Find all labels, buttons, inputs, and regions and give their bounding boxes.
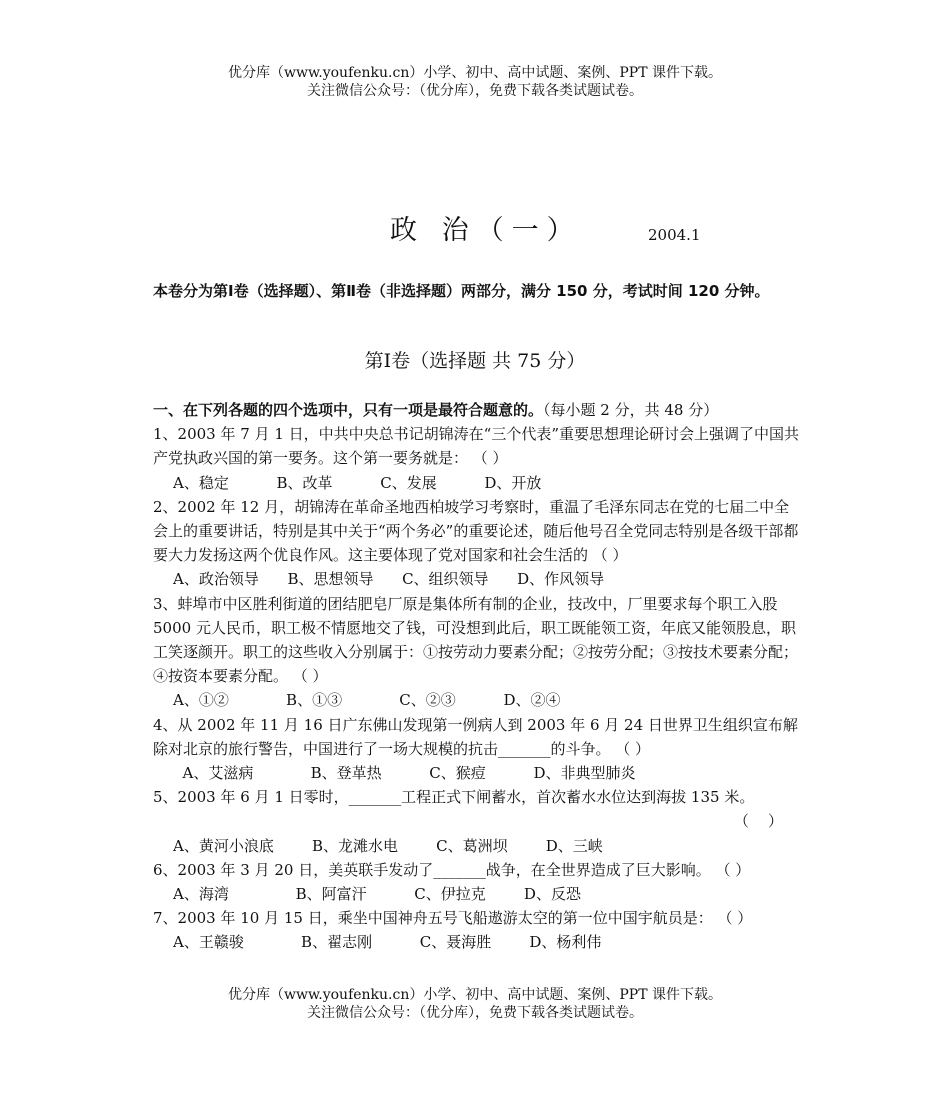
question-4-stem: 4、从 2002 年 11 月 16 日广东佛山发现第一例病人到 2003 年 6 月 24 日世界卫生组织宣布解除对北京的旅行警告，中国进行了一场大规模的抗击_______的斗争。 （ ） (153, 715, 798, 758)
question-6-options: A、海湾 B、阿富汗 C、伊拉克 D、反恐 (173, 885, 581, 904)
question-4-options: A、艾滋病 B、登革热 C、猴痘 D、非典型肺炎 (173, 764, 636, 783)
instruction-note: （每小题 2 分，共 48 分） (543, 401, 719, 419)
question-1-stem: 1、2003 年 7 月 1 日，中共中央总书记胡锦涛在“三个代表”重要思想理论研讨会上强调了中国共产党执政兴国的第一要务。这个第一要务就是： （ ） (153, 425, 799, 468)
header-line-1: 优分库（www.youfenku.cn）小学、初中、高中试题、案例、PPT 课件下载。 (227, 65, 722, 81)
question-1-options: A、稳定 B、改革 C、发展 D、开放 (173, 473, 542, 492)
footer-line-1: 优分库（www.youfenku.cn）小学、初中、高中试题、案例、PPT 课件下载。 (227, 987, 722, 1003)
question-2-options: A、政治领导 B、思想领导 C、组织领导 D、作风领导 (173, 570, 605, 589)
question-list (153, 398, 803, 955)
exam-intro: 本卷分为第Ⅰ卷（选择题）、第Ⅱ卷（非选择题）两部分，满分 150 分，考试时间 120 分钟。 (153, 282, 770, 300)
header-banner (0, 64, 950, 100)
title-row (0, 208, 950, 252)
part-instruction (153, 398, 803, 422)
question-5-stem: 5、2003 年 6 月 1 日零时，_______工程正式下闸蓄水，首次蓄水水位达到海拔 135 米。 (153, 788, 755, 807)
header-line-2: 关注微信公众号：（优分库），免费下载各类试题试卷。 (307, 83, 643, 99)
footer-banner (0, 986, 950, 1022)
page-title: 政 治（一） (390, 215, 582, 246)
instruction-bold: 一、在下列各题的四个选项中，只有一项是最符合题意的。 (153, 401, 544, 419)
footer-line-2: 关注微信公众号：（优分库），免费下载各类试题试卷。 (307, 1005, 643, 1021)
question-5-paren: （ ） (733, 812, 783, 831)
exam-date: 2004.1 (648, 226, 701, 244)
section-heading: 第Ⅰ卷（选择题 共 75 分） (364, 350, 586, 372)
question-2-stem: 2、2002 年 12 月，胡锦涛在革命圣地西柏坡学习考察时，重温了毛泽东同志在党的七届二中全会上的重要讲话，特别是其中关于“两个务必”的重要论述，随后他号召全党同志特别是各级干部都要大力发扬这两个优良作风。这主要体现了党对国家和社会生活的 （ ） (153, 497, 799, 565)
question-3-stem: 3、蚌埠市中区胜利街道的团结肥皂厂原是集体所有制的企业，技改中，厂里要求每个职工入股 5000 元人民币，职工极不情愿地交了钱，可没想到此后，职工既能领工资，年底又能领股息，职工笑逐颜开。职工的这些收入分别属于：①按劳动力要素分配；②按劳分配；③按技术要素分配；④按资本要素分配。 （ ） (153, 594, 799, 686)
question-5-options: A、黄河小浪底 B、龙滩水电 C、葛洲坝 D、三峡 (173, 836, 603, 855)
question-6-stem: 6、2003 年 3 月 20 日，美英联手发动了_______战争，在全世界造成了巨大影响。 （ ） (153, 860, 751, 879)
question-3-options: A、①② B、①③ C、②③ D、②④ (173, 691, 561, 710)
question-7-options: A、王赣骏 B、翟志刚 C、聂海胜 D、杨利伟 (173, 933, 602, 952)
question-7-stem: 7、2003 年 10 月 15 日，乘坐中国神舟五号飞船遨游太空的第一位中国宇航员是： （ ） (153, 909, 753, 928)
